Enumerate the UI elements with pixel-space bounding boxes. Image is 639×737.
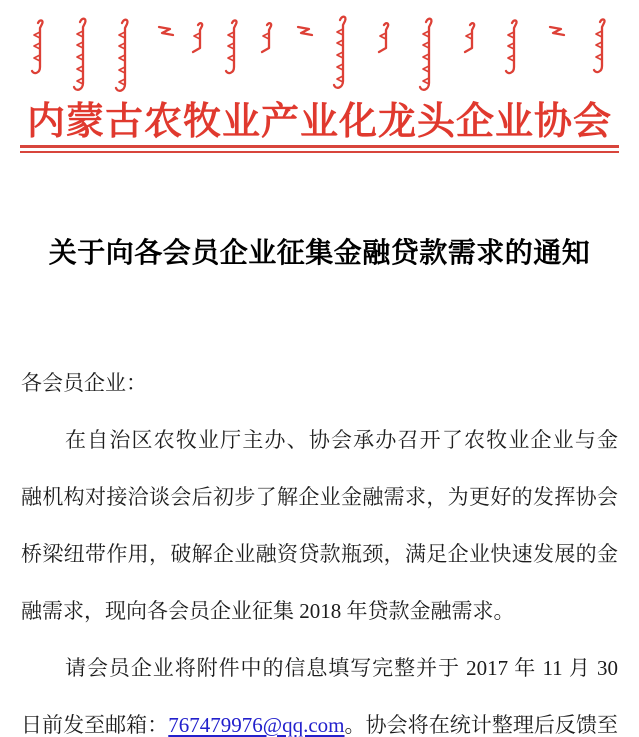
body-line: 融需求，现向各会员企业征集 2018 年贷款金融需求。 — [21, 599, 515, 623]
body-line-email — [21, 697, 618, 737]
body-line: 在自治区农牧业厅主办、协会承办召开了农牧业企业与金 — [65, 428, 618, 452]
document-body — [21, 355, 618, 737]
mongolian-script-decoration — [0, 6, 639, 98]
email-link[interactable]: 767479976@qq.com — [168, 713, 345, 737]
email-line-before: 日前发至邮箱： — [21, 713, 169, 737]
letterhead-org-name: 内蒙古农牧业产业化龙头企业协会 — [26, 101, 612, 143]
body-line: 融机构对接洽谈会后初步了解企业金融需求，为更好的发挥协会 — [21, 485, 618, 509]
letterhead-double-rule — [20, 145, 619, 153]
document-title: 关于向各会员企业征集金融贷款需求的通知 — [48, 237, 591, 268]
email-line-after: 。协会将在统计整理后反馈至 — [344, 713, 619, 737]
body-line: 桥梁纽带作用，破解企业融资贷款瓶颈，满足企业快速发展的金 — [21, 542, 618, 566]
salutation: 各会员企业： — [21, 371, 147, 395]
body-line: 请会员企业将附件中的信息填写完整并于 2017 年 11 月 30 — [65, 656, 618, 680]
